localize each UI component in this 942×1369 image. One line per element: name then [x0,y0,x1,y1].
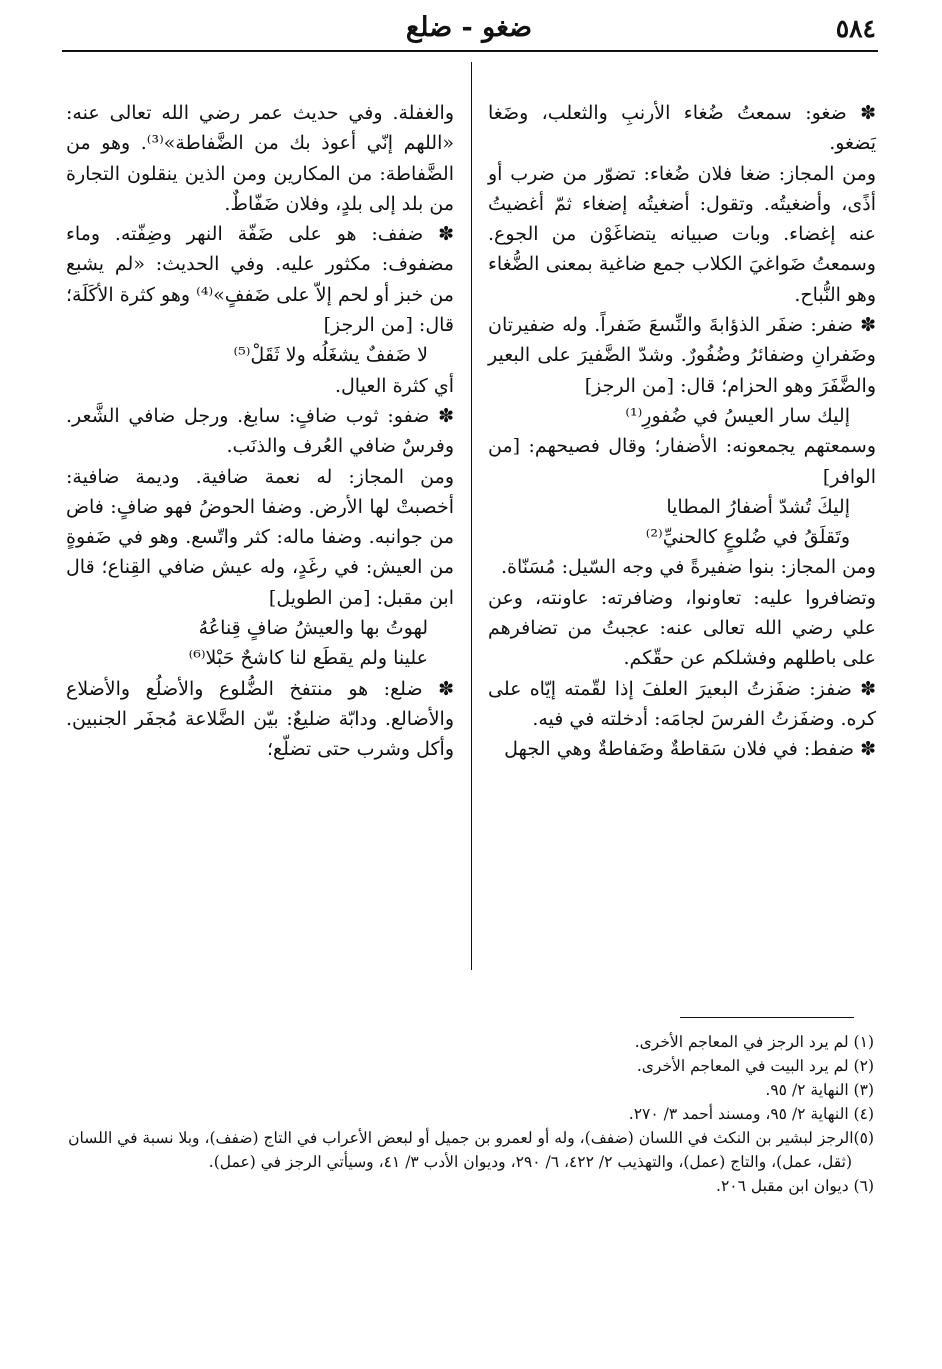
entry-dafw-majaz: ومن المجاز: له نعمة ضافية. وديمة ضافية: أخصبتْ لها الأرض. وضفا الحوضُ فهو ضافٍ: فاض من جوانبه. وضفا ماله: كثر واتّسع. وهو في ضَفوةٍ من العيش: في رغَدٍ، وله عيش ضافي القِناع؛ قال ابن مقبل: [من الطويل] [66,465,454,609]
verse-line: وتَقلَقُ في ضُلوعٍ كالحنيِّ⁽²⁾ [645,526,850,549]
footnote: (٣) النهاية ٢/ ٩٥. [765,1081,874,1099]
entry-dafr: ✽ ضفر: ضفَر الذؤابةَ والنِّسعَ ضَفراً. وله ضفيرتان وضَفرانِ وضفائرُ وضُفُورٌ. وشدّ الضَّفيرَ على البعير والضَّفَرَ وهو الحزام؛ قال: [من الرجز] [488,314,876,397]
page-number: ٥٨٤ [835,14,876,43]
footnote: (٥)الرجز لبشير بن النكث في اللسان (ضفف)، وله أو لعمرو بن جميل أو لبعض الأعراب في التاج (ضفف)، وبلا نسبة في اللسان (ثقل، عمل)، والتاج (عمل)، والتهذيب ٢/ ٤٢٢، ٦/ ٢٩٠، وديوان الأدب ٣/ ٤١، وسيأتي الرجز في (عمل). [68,1129,874,1171]
verse-line: لهوتُ بها والعيشُ ضافٍ قِناعُهُ [198,617,428,640]
entry-dafw: ✽ ضفو: ثوب ضافٍ: سابغ. ورجل ضافي الشَّعر. وفرسٌ ضافي العُرف والذنَب. [66,404,454,458]
entry-daff-cont: أي كثرة العيال. [334,374,454,397]
entry-dafr-cont: وسمعتهم يجمعونه: الأضفار؛ وقال فصيحهم: [من الوافر] [488,435,876,488]
entry-daghw-majaz: ومن المجاز: ضغا فلان ضُغاء: تضوّر من ضرب أو أذًى، وأضغيتُه. وتقول: أضغيتُه إضغاء ثمّ أغضيتُ عنه إغضاء. وبات صبيانه يتضاغَوْن من الجوع. وسمعتُ ضَواغيَ الكلاب جمع ضاغية بمعنى الضُّغاء وهو النُّباح. [488,162,876,306]
verse-line: لا ضَففٌ يشغَلُه ولا ثَقَلْ⁽⁵⁾ [233,344,428,367]
page-title: ضغو - ضلع [405,12,533,43]
left-column [66,98,454,765]
entry-daghw: ✽ ضغو: سمعتُ ضُغاء الأرنبِ والثعلب، وضَغا يَضغو. [488,102,876,155]
entry-daff: ✽ ضفف: هو على ضَفّة النهر وضِفّته. وماء مضفوف: مكثور عليه. وفي الحديث: «لم يشبع من خبز أو لحم إلاّ على ضَففٍ»⁽⁴⁾ وهو كثرة الأكَلَة؛ قال: [من الرجز] [66,223,454,337]
header-rule [62,50,878,52]
column-divider [471,62,472,970]
verse-line: إليك سار العيسُ في ضُفورِ⁽¹⁾ [625,404,850,427]
page-header [62,8,876,50]
entry-daft-cont: والغفلة. وفي حديث عمر رضي الله تعالى عنه: «اللهم إنّي أعوذ بك من الضَّفاطة»⁽³⁾. وهو من الضَّفاطة: من المكارين ومن الذين ينقلون التجارة من بلد إلى بلدٍ، وفلان ضَفّاطٌ. [66,102,455,215]
right-column [488,98,876,765]
footnote: (٤) النهاية ٢/ ٩٥، ومسند أحمد ٣/ ٢٧٠. [628,1105,874,1123]
footnote: (٦) ديوان ابن مقبل ٢٠٦. [716,1177,874,1195]
footnote: (١) لم يرد الرجز في المعاجم الأخرى. [634,1033,874,1051]
entry-dafz: ✽ ضفز: ضفَزتُ البعيرَ العلفَ إذا لقّمته إيّاه على كره. وضفَزتُ الفرسَ لجامَه: أدخلته في فيه. [488,677,876,730]
entry-dal: ✽ ضلع: هو منتفخ الضُّلوع والأضلُع والأضلاع والأضالع. ودابّة ضليعٌ: بيّن الضَّلاعة مُجفَر الجنبين. وأكل وشرب حتى تضلّع؛ [66,677,454,761]
entry-dafr-majaz: ومن المجاز: بنوا ضفيرةً في وجه السّيل: مُسَنّاة. [500,556,876,579]
verse-line: علينا ولم يقطَع لنا كاشحٌ حَبْلا⁽⁶⁾ [188,647,428,670]
footnote: (٢) لم يرد البيت في المعاجم الأخرى. [636,1057,874,1075]
entry-daft: ✽ ضفط: في فلان سَقاطةٌ وضَفاطةٌ وهي الجهل [504,738,876,761]
entry-tadafur: وتضافروا عليه: تعاونوا، وضافرته: عاونته، وعن علي رضي الله تعالى عنه: عجبتُ من تضافرهم على باطلهم وفشلكم عن حقّكم. [488,586,876,670]
footnote-rule [680,1017,854,1018]
footnotes [64,1030,874,1198]
verse-line: إليكَ تُشدّ أضفارُ المطايا [666,495,850,518]
